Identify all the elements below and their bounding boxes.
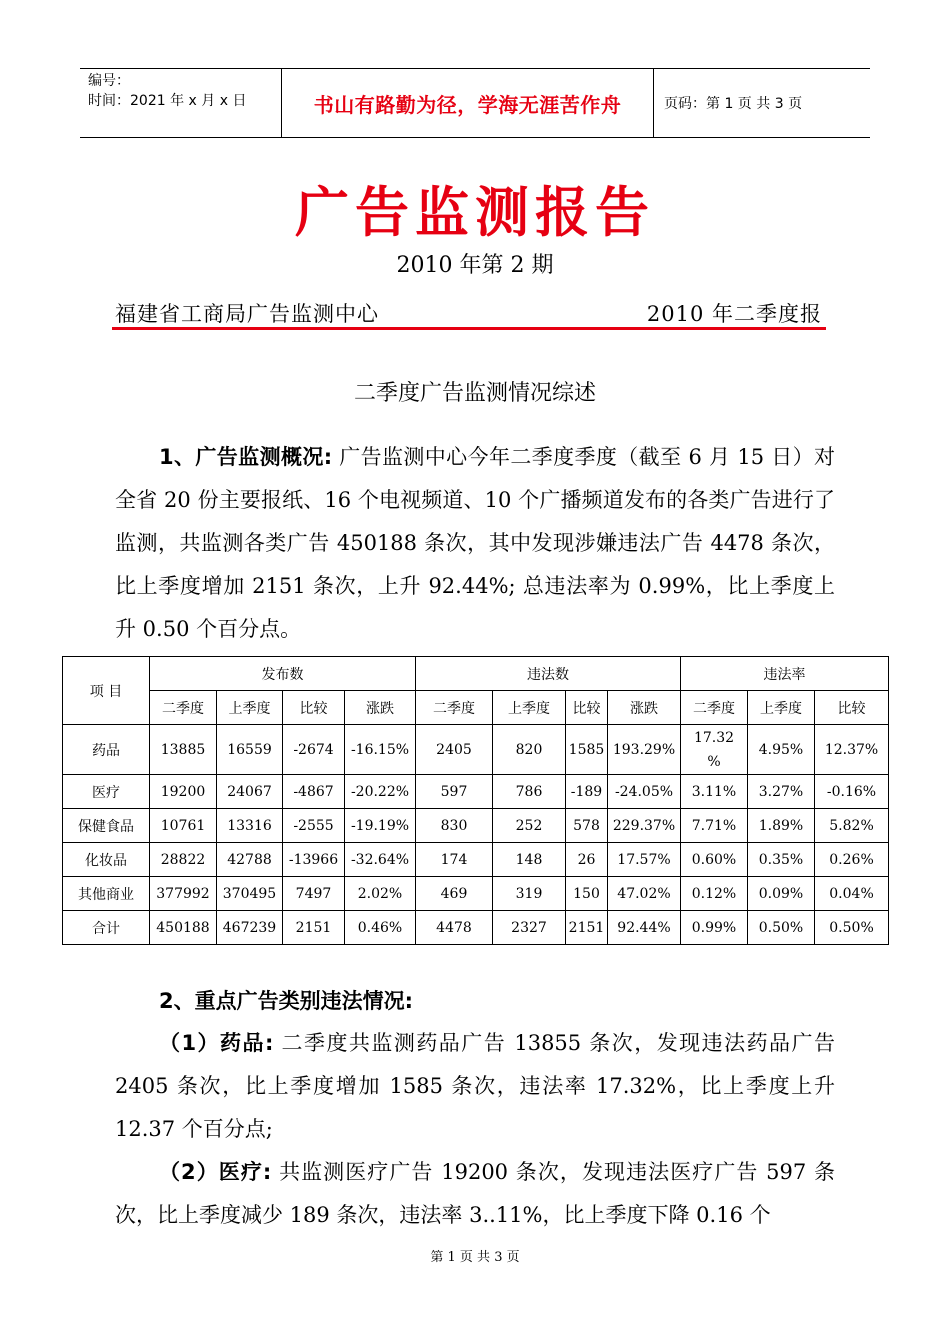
sub-header: 比较 [815,691,889,725]
table-cell: 786 [493,775,566,809]
table-cell: 13885 [150,725,217,775]
table-cell: 2151 [566,911,608,945]
header-motto-cell [282,69,654,137]
drug-heading: （1）药品: [159,1031,274,1055]
table-subheader-row [63,691,889,725]
table-header-row [63,657,889,691]
group-header: 发布数 [150,657,416,691]
sub-header: 上季度 [748,691,815,725]
table-cell: 1.89% [748,809,815,843]
table-cell: -20.22% [345,775,416,809]
table-cell: -0.16% [815,775,889,809]
table-row [63,843,889,877]
table-row [63,775,889,809]
paragraph-drug [115,1022,835,1151]
row-name: 医疗 [63,775,150,809]
row-name: 化妆品 [63,843,150,877]
table-cell: 0.46% [345,911,416,945]
table-cell: -13966 [283,843,345,877]
header-box [80,68,870,138]
overview-heading: 1、广告监测概况: [159,445,333,469]
issue-number: 2010 年第 2 期 [396,253,554,278]
table-cell: 370495 [217,877,283,911]
motto: 书山有路勤为径，学海无涯苦作舟 [313,92,622,117]
table-cell: 26 [566,843,608,877]
sub-header: 二季度 [681,691,748,725]
section2-heading [115,980,835,1023]
table-cell: 229.37% [608,809,681,843]
table-cell: 193.29% [608,725,681,775]
table-cell: 597 [416,775,493,809]
table-cell: 28822 [150,843,217,877]
sub-header: 比较 [283,691,345,725]
table-cell: 13316 [217,809,283,843]
table-cell: 820 [493,725,566,775]
table-cell: 19200 [150,775,217,809]
table-cell: 1585 [566,725,608,775]
sub-header: 比较 [566,691,608,725]
organization: 福建省工商局广告监测中心 [115,302,379,326]
table-cell: 252 [493,809,566,843]
table-cell: 0.35% [748,843,815,877]
row-name: 合计 [63,911,150,945]
page-footer: 第 1 页 共 3 页 [430,1250,520,1265]
table-row-total [63,911,889,945]
table-cell: 319 [493,877,566,911]
table-cell: 0.12% [681,877,748,911]
table-cell: 469 [416,877,493,911]
table-cell: 2327 [493,911,566,945]
number-label: 编号： [88,73,130,89]
table-cell: -4867 [283,775,345,809]
sub-header: 涨跌 [608,691,681,725]
table-cell: 24067 [217,775,283,809]
sub-header: 二季度 [150,691,217,725]
table-cell: 12.37% [815,725,889,775]
report-title: 广告监测报告 [295,181,655,244]
table-cell: 830 [416,809,493,843]
table-cell: 3.11% [681,775,748,809]
table-cell: 0.09% [748,877,815,911]
table-cell: 42788 [217,843,283,877]
table-cell: -2674 [283,725,345,775]
group-header: 违法数 [416,657,681,691]
table-cell: 148 [493,843,566,877]
table-row [63,809,889,843]
table-row [63,877,889,911]
table-cell: 47.02% [608,877,681,911]
table-cell: 92.44% [608,911,681,945]
table-cell: 0.60% [681,843,748,877]
table-cell: 4478 [416,911,493,945]
item-header: 项 目 [63,657,150,725]
header-left [80,69,282,137]
table-cell: 0.26% [815,843,889,877]
red-divider [112,327,826,330]
sub-header: 涨跌 [345,691,416,725]
table-cell: 10761 [150,809,217,843]
table-cell: -24.05% [608,775,681,809]
overview-text: 广告监测中心今年二季度季度（截至 6 月 15 日）对全省 20 份主要报纸、16 个电视频道、10 个广播频道发布的各类广告进行了监测，共监测各类广告 450188 条次，其中发现涉嫌违法广告 4478 条次，比上季度增加 2151 条次，上升 92.44%; 总违法率为 0.99%，比上季度上升 0.50 个百分点。 [115,445,835,641]
table-cell: 174 [416,843,493,877]
table-cell: 3.27% [748,775,815,809]
table-cell: 2.02% [345,877,416,911]
medical-text: 共监测医疗广告 19200 条次，发现违法医疗广告 597 条次，比上季度减少 189 条次，违法率 3..11%，比上季度下降 0.16 个 [115,1160,836,1227]
table-cell: 2151 [283,911,345,945]
section2-heading-text: 2、重点广告类别违法情况: [159,989,414,1013]
table-cell: -32.64% [345,843,416,877]
table-cell: 0.50% [815,911,889,945]
table-cell: 7.71% [681,809,748,843]
row-name: 药品 [63,725,150,775]
time-label: 时间：2021 年 x 月 x 日 [88,93,247,109]
drug-text: 二季度共监测药品广告 13855 条次，发现违法药品广告 2405 条次，比上季度增加 1585 条次，违法率 17.32%，比上季度上升 12.37 个百分点; [115,1031,835,1141]
paragraph-medical [115,1151,835,1237]
table-cell: 5.82% [815,809,889,843]
table-cell: -2555 [283,809,345,843]
table-cell: 17.32 % [681,725,748,775]
table-cell: 467239 [217,911,283,945]
table-cell: -16.15% [345,725,416,775]
sub-header: 上季度 [493,691,566,725]
table-cell: 16559 [217,725,283,775]
table-cell: 2405 [416,725,493,775]
row-name: 保健食品 [63,809,150,843]
sub-header: 二季度 [416,691,493,725]
group-header: 违法率 [681,657,889,691]
table-cell: 150 [566,877,608,911]
report-period: 2010 年二季度报 [646,302,822,326]
row-name: 其他商业 [63,877,150,911]
table-cell: 578 [566,809,608,843]
medical-heading: （2）医疗: [159,1160,272,1184]
table-cell: 0.04% [815,877,889,911]
table-row [63,725,889,775]
paragraph-overview [115,436,835,651]
table-cell: 4.95% [748,725,815,775]
table-cell: 17.57% [608,843,681,877]
monitoring-table [62,656,889,945]
table-cell: 0.50% [748,911,815,945]
table-cell: 7497 [283,877,345,911]
table-cell: -19.19% [345,809,416,843]
section-title: 二季度广告监测情况综述 [353,381,596,406]
table-cell: 0.99% [681,911,748,945]
table-cell: 377992 [150,877,217,911]
table-cell: -189 [566,775,608,809]
page-info: 页码：第 1 页 共 3 页 [664,96,803,112]
sub-header: 上季度 [217,691,283,725]
table-cell: 450188 [150,911,217,945]
